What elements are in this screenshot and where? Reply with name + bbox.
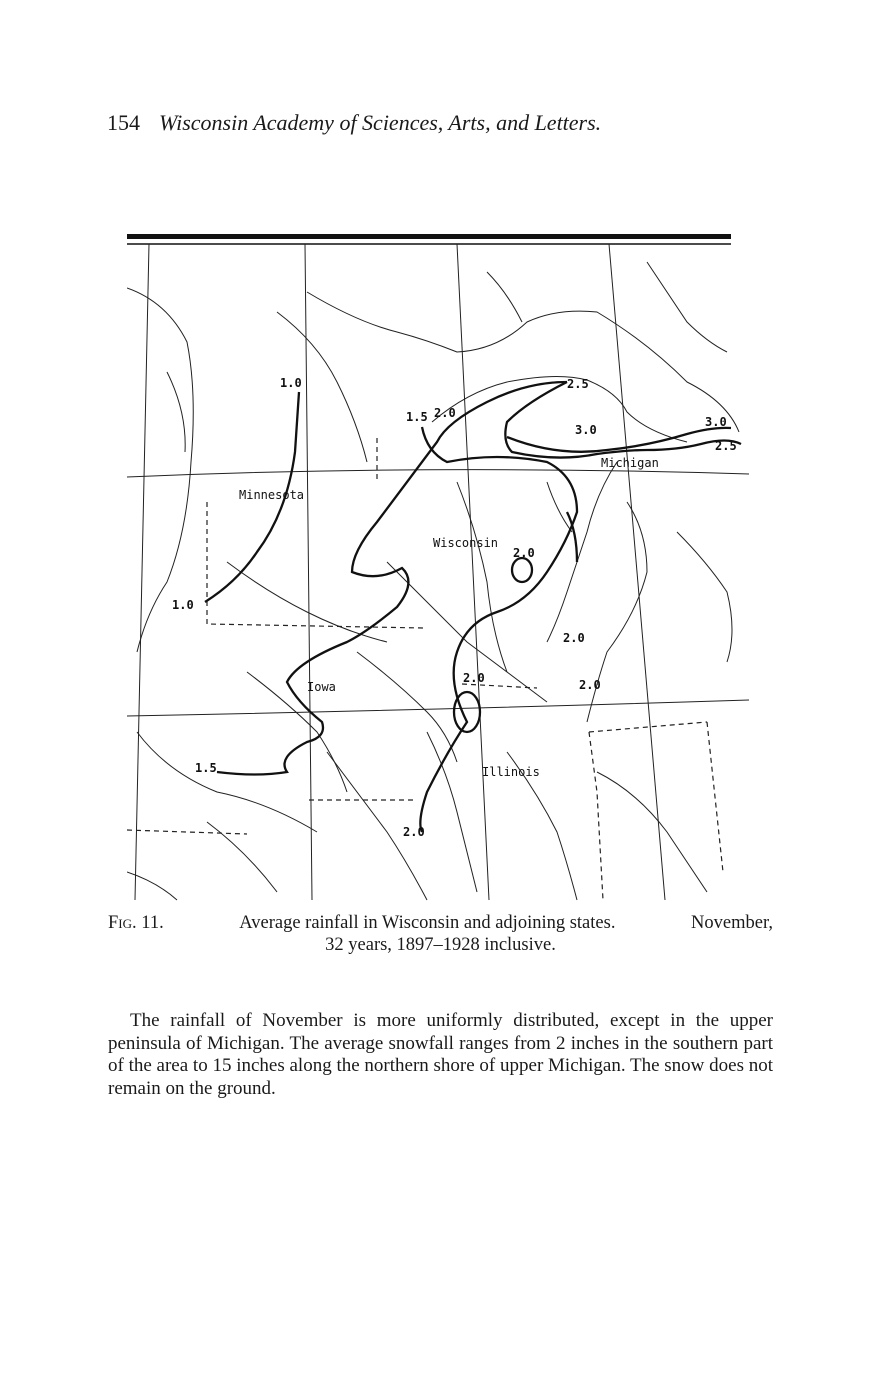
state-label-iowa: Iowa bbox=[307, 680, 336, 694]
state-boundaries bbox=[127, 438, 723, 900]
isohyet-label: 2.0 bbox=[403, 825, 425, 839]
isohyet-3-0 bbox=[507, 428, 731, 452]
isohyet-2-0-small-loop bbox=[512, 558, 532, 582]
isohyet-label: 3.0 bbox=[575, 423, 597, 437]
isohyet-label: 2.0 bbox=[463, 671, 485, 685]
isohyet-label: 1.0 bbox=[172, 598, 194, 612]
isohyet-label: 2.5 bbox=[715, 439, 737, 453]
rivers-and-coasts bbox=[127, 262, 739, 900]
isohyet-label: 1.0 bbox=[280, 376, 302, 390]
journal-title: Wisconsin Academy of Sciences, Arts, and Letters. bbox=[159, 110, 602, 135]
rainfall-map bbox=[127, 232, 749, 904]
isohyet-label: 1.5 bbox=[406, 410, 428, 424]
state-label-wisconsin: Wisconsin bbox=[433, 536, 499, 550]
caption-month: November, bbox=[691, 913, 773, 933]
isohyet-label: 2.0 bbox=[579, 678, 601, 692]
page-number: 154 bbox=[107, 110, 140, 135]
paragraph: The rainfall of November is more uniformly distributed, except in the upper peninsula of Michigan. The average snowfall ranges from 2 inches in the southern part of the area to 15 inches along the northern shore of upper Michigan. The snow does not remain on the ground. bbox=[108, 1010, 773, 1099]
isohyet-label: 2.0 bbox=[434, 406, 456, 420]
state-label-illinois: Illinois bbox=[482, 765, 540, 779]
running-header bbox=[107, 110, 601, 136]
isohyet-label: 3.0 bbox=[705, 415, 727, 429]
isohyet-label: 2.5 bbox=[567, 377, 589, 391]
map-top-border bbox=[127, 234, 731, 239]
graticule bbox=[127, 244, 749, 900]
state-label-michigan: Michigan bbox=[601, 456, 659, 470]
map-figure bbox=[127, 232, 749, 904]
isohyet-label: 2.0 bbox=[513, 546, 535, 560]
state-label-minnesota: Minnesota bbox=[239, 488, 305, 502]
caption-line-1 bbox=[108, 912, 773, 934]
isohyet-label: 1.5 bbox=[195, 761, 217, 775]
caption-fig-label: Fig. 11. bbox=[108, 913, 164, 933]
isohyets bbox=[205, 382, 741, 832]
figure-caption bbox=[108, 912, 773, 956]
caption-text: Average rainfall in Wisconsin and adjoining states. bbox=[239, 913, 616, 933]
caption-line-2: 32 years, 1897–1928 inclusive. bbox=[325, 935, 556, 955]
isohyet-label: 2.0 bbox=[563, 631, 585, 645]
isohyet-2-0-loop bbox=[454, 692, 480, 732]
body-text bbox=[108, 1010, 773, 1100]
